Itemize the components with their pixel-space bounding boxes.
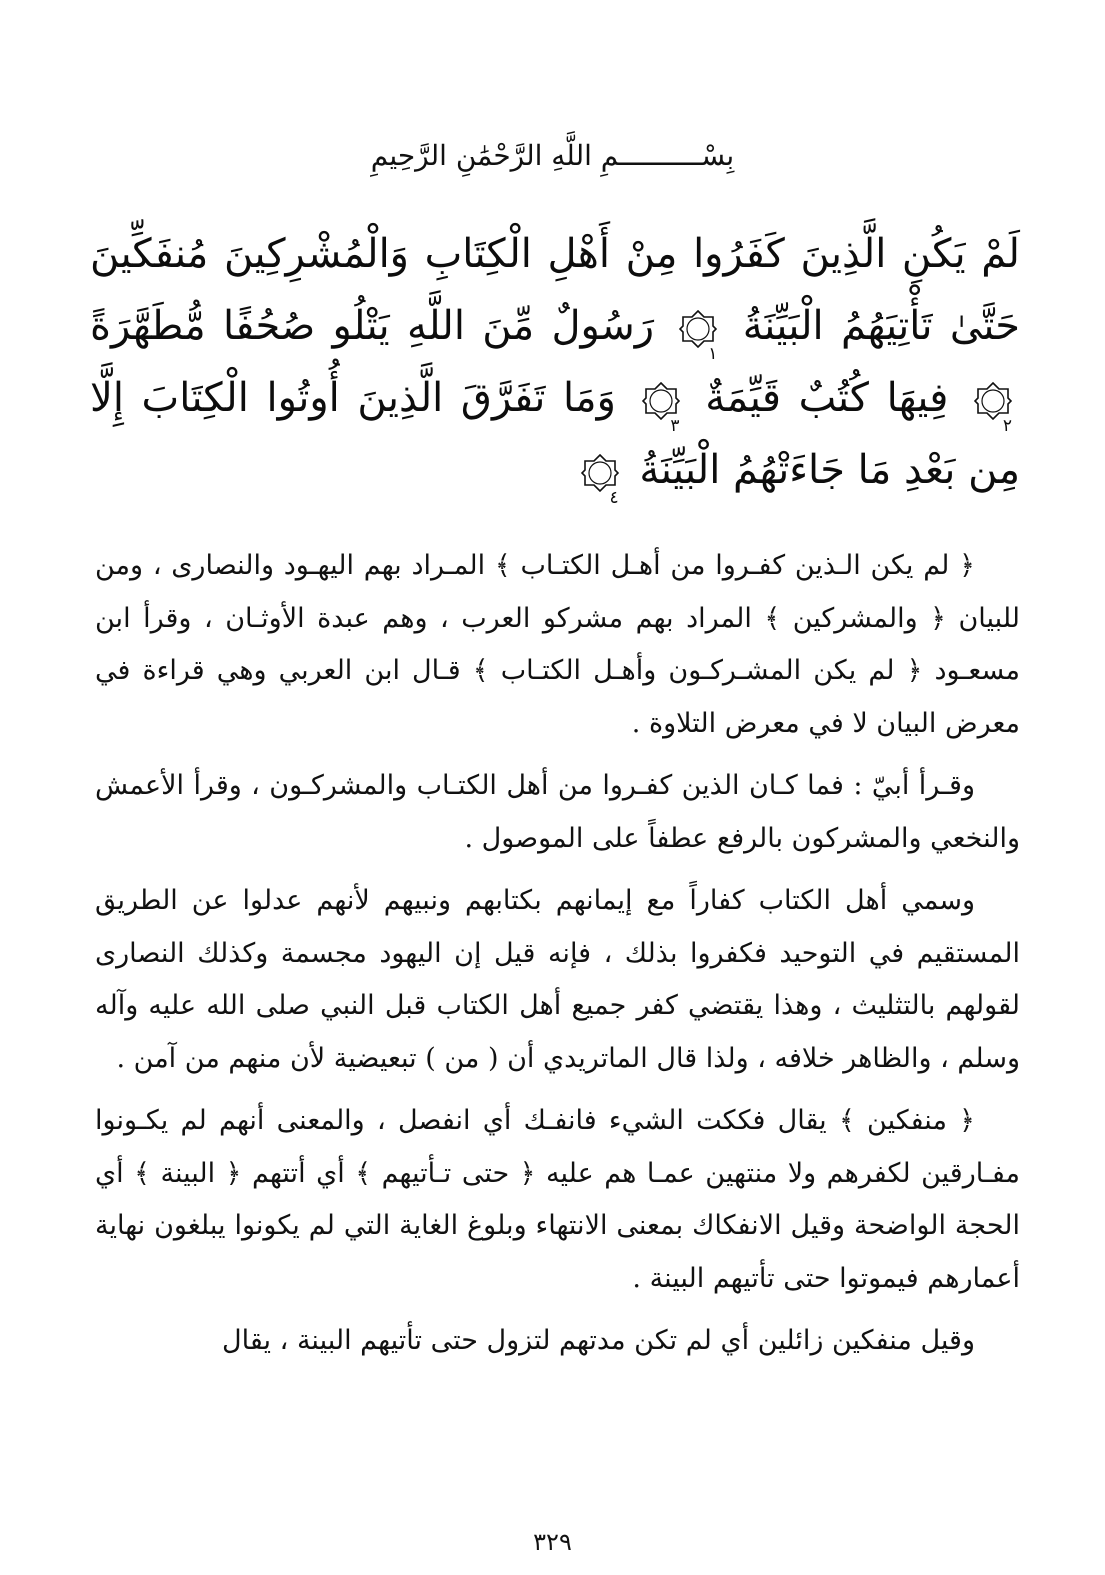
verse-text: رَسُولٌ مِّنَ اللَّهِ يَتْلُو صُحُفًا مُّطَهَّرَةً xyxy=(90,303,655,349)
ayah-marker xyxy=(679,310,718,364)
commentary-paragraph: ﴿ لم يكن الـذين كفـروا من أهـل الكتـاب ﴾ المـراد بهم اليهـود والنصارى ، ومن للبيان ﴿ والمشركين ﴾ المراد بهم مشركو العرب ، وهم عبدة الأوثـان ، وقرأ ابن مسعـود ﴿ لم يكن المشـركـون وأهـل الكتـاب ﴾ قـال ابن العربي وهي قراءة في معرض البيان لا في معرض التلاوة . xyxy=(95,550,1020,739)
verse-text: وَمَا تَفَرَّقَ الَّذِينَ أُوتُوا الْكِتَابَ إِلَّا مِن بَعْدِ مَا جَاءَتْهُمُ الْبَيِّنَةُ xyxy=(90,375,1020,493)
quran-verses xyxy=(90,218,1020,506)
basmala-heading: بِسْــــــــــمِ اللَّهِ الرَّحْمَٰنِ الرَّحِيمِ xyxy=(370,139,735,172)
ayah-number: ٤ xyxy=(609,488,619,508)
ayah-ornament-icon xyxy=(974,382,1012,420)
commentary-paragraph: وقـرأ أبيّ : فما كـان الذين كفـروا من أهل الكتـاب والمشركـون ، وقرأ الأعمش والنخعي والمشركون بالرفع عطفاً على الموصول . xyxy=(95,770,1020,854)
verse-text: فِيهَا كُتُبٌ قَيِّمَةٌ xyxy=(705,375,949,421)
ayah-number: ١ xyxy=(708,344,718,364)
verse-text: لَمْ يَكُنِ الَّذِينَ كَفَرُوا مِنْ أَهْلِ الْكِتَابِ وَالْمُشْرِكِينَ مُنفَكِّينَ حَتَّىٰ تَأْتِيَهُمُ الْبَيِّنَةُ xyxy=(90,231,1021,349)
ayah-ornament-icon xyxy=(642,382,680,420)
commentary-paragraph: وسمي أهل الكتاب كفاراً مع إيمانهم بكتابهم ونبيهم لأنهم عدلوا عن الطريق المستقيم في التوحيد فكفروا بذلك ، فإنه قيل إن اليهود مجسمة وكذلك النصارى لقولهم بالتثليث ، وهذا يقتضي كفر جميع أهل الكتاب قبل النبي صلى الله عليه وآله وسلم ، والظاهر خلافه ، ولذا قال الماتريدي أن ( من ) تبعيضية لأن منهم من آمن . xyxy=(95,885,1020,1074)
ayah-marker xyxy=(974,382,1013,436)
ayah-ornament-icon xyxy=(679,310,717,348)
ayah-number: ٢ xyxy=(1002,416,1013,436)
commentary-paragraph: ﴿ منفكين ﴾ يقال فككت الشيء فانفـك أي انفصل ، والمعنى أنهم لم يكـونوا مفـارقين لكفرهم ولا منتهين عمـا هم عليه ﴿ حتى تـأتيهم ﴾ أي أتتهم ﴿ البينة ﴾ أي الحجة الواضحة وقيل الانفكاك بمعنى الانتهاء وبلوغ الغاية التي لم يكونوا يبلغون نهاية أعمارهم فيموتوا حتى تأتيهم البينة . xyxy=(95,1105,1020,1294)
ayah-number: ٣ xyxy=(670,416,680,436)
ayah-marker xyxy=(642,382,680,436)
commentary-paragraph: وقيل منفكين زائلين أي لم تكن مدتهم لتزول حتى تأتيهم البينة ، يقال xyxy=(222,1325,975,1356)
ayah-marker xyxy=(581,454,619,508)
ayah-ornament-icon xyxy=(581,454,619,492)
page-number: ٣٢٩ xyxy=(533,1528,572,1556)
commentary-body xyxy=(95,540,1020,1378)
